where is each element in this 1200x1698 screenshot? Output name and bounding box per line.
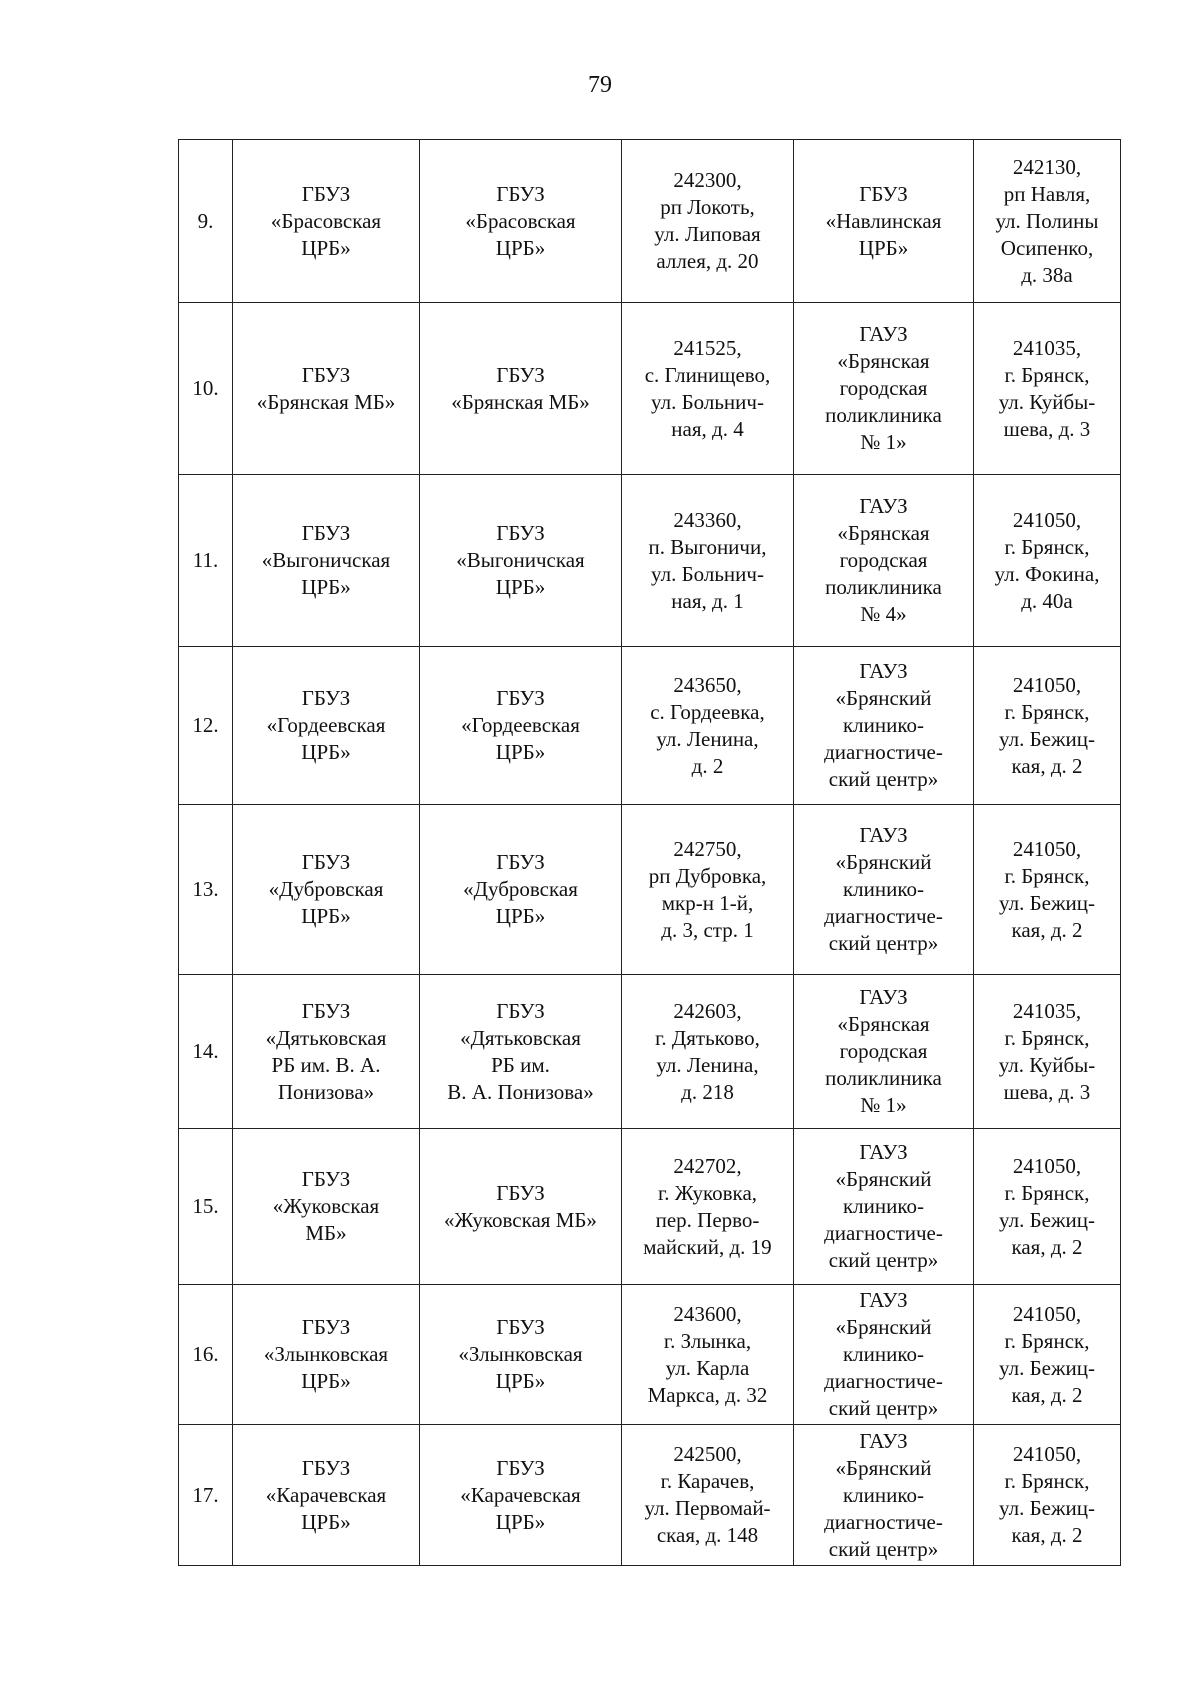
cell-line: № 1» bbox=[860, 430, 907, 454]
cell-line: г. Брянск, bbox=[1004, 863, 1090, 888]
cell-line: ский центр» bbox=[828, 1536, 939, 1561]
cell-line: 242130, bbox=[1012, 154, 1082, 179]
cell-line: ул. Бежиц- bbox=[999, 1355, 1095, 1380]
cell-line: клинико- bbox=[842, 1342, 925, 1366]
row-number-cell: 14. bbox=[179, 975, 233, 1129]
cell-line: рп Локоть, bbox=[660, 195, 755, 219]
cell-line: 241035, bbox=[1012, 335, 1082, 360]
cell-line: «Брянская bbox=[837, 1012, 930, 1036]
cell-line: ул. Фокина, bbox=[994, 561, 1100, 586]
page-number: 79 bbox=[588, 72, 612, 98]
cell-line: ГБУЗ bbox=[301, 1167, 351, 1191]
cell-line: шева, д. 3 bbox=[1003, 1079, 1091, 1104]
address-cell bbox=[622, 475, 794, 647]
cell-line: 243360, bbox=[673, 507, 742, 532]
cell-line: ул. Бежиц- bbox=[999, 1207, 1095, 1232]
cell-line: г. Брянск, bbox=[1004, 1180, 1090, 1205]
cell-line: ул. Ленина, bbox=[656, 1052, 759, 1077]
cell-line: 242300, bbox=[673, 168, 742, 192]
cell-line: аллея, д. 20 bbox=[656, 249, 759, 273]
target-address-cell bbox=[974, 1425, 1121, 1566]
cell-line: ГБУЗ bbox=[496, 1315, 545, 1339]
cell-line: ул. Полины bbox=[995, 208, 1099, 233]
address-cell bbox=[622, 1129, 794, 1285]
cell-line: «Жуковская bbox=[272, 1194, 380, 1218]
cell-line: с. Глинищево, bbox=[644, 362, 771, 387]
cell-line: поликлиника bbox=[825, 1066, 942, 1090]
branch-cell bbox=[420, 475, 622, 647]
branch-cell bbox=[420, 1425, 622, 1566]
cell-line: «Карачевская bbox=[460, 1482, 581, 1507]
cell-line: «Брянская МБ» bbox=[256, 389, 396, 414]
cell-line: ЦРБ» bbox=[301, 904, 351, 928]
cell-line: г. Жуковка, bbox=[657, 1180, 758, 1205]
cell-line: ГБУЗ bbox=[496, 686, 545, 710]
cell-line: ул. Бежиц- bbox=[999, 1496, 1095, 1520]
address-cell bbox=[622, 805, 794, 975]
target-address-cell bbox=[974, 303, 1121, 475]
cell-line: кая, д. 2 bbox=[1011, 753, 1083, 778]
cell-line: ский центр» bbox=[828, 767, 939, 791]
cell-line: ЦРБ» bbox=[495, 575, 546, 599]
cell-line: «Брасовская bbox=[270, 208, 382, 233]
target-address-cell bbox=[974, 647, 1121, 805]
institutions-table bbox=[178, 139, 1121, 1566]
cell-line: РБ им. bbox=[491, 1052, 550, 1077]
cell-line: «Выгоничская bbox=[456, 548, 585, 572]
cell-line: 242702, bbox=[673, 1153, 742, 1178]
cell-line: ная, д. 4 bbox=[671, 416, 744, 441]
cell-line: 242603, bbox=[673, 998, 742, 1023]
row-number-cell: 9. bbox=[179, 140, 233, 303]
row-number-cell: 13. bbox=[179, 805, 233, 975]
cell-line: ГБУЗ bbox=[496, 850, 545, 874]
address-cell bbox=[622, 303, 794, 475]
cell-line: «Злынковская bbox=[263, 1342, 389, 1366]
cell-line: ГАУЗ bbox=[859, 1428, 908, 1453]
cell-line: «Брянский bbox=[835, 1167, 932, 1191]
cell-line: рп Дубровка, bbox=[648, 863, 767, 888]
cell-line: «Злынковская bbox=[458, 1342, 583, 1366]
row-number-cell: 15. bbox=[179, 1129, 233, 1285]
branch-cell bbox=[420, 1129, 622, 1285]
cell-line: кая, д. 2 bbox=[1011, 1382, 1083, 1407]
cell-line: ЦРБ» bbox=[495, 740, 546, 764]
cell-line: ЦРБ» bbox=[301, 235, 351, 260]
cell-line: 242750, bbox=[673, 836, 742, 861]
org-cell bbox=[233, 1285, 420, 1425]
cell-line: клинико- bbox=[842, 713, 925, 737]
cell-line: ГБУЗ bbox=[301, 1315, 351, 1339]
table-row bbox=[179, 805, 1121, 975]
cell-line: шева, д. 3 bbox=[1003, 416, 1091, 441]
cell-line: «Карачевская bbox=[265, 1482, 387, 1507]
branch-cell bbox=[420, 303, 622, 475]
table-body bbox=[179, 140, 1121, 1566]
cell-line: ГБУЗ bbox=[301, 1455, 351, 1480]
target-address-cell bbox=[974, 475, 1121, 647]
cell-line: г. Карачев, bbox=[660, 1469, 755, 1493]
cell-line: «Дубровская bbox=[463, 877, 578, 901]
org-cell bbox=[233, 1425, 420, 1566]
org-cell bbox=[233, 1129, 420, 1285]
cell-line: ул. Липовая bbox=[654, 222, 761, 246]
target-institution-cell bbox=[794, 805, 974, 975]
table-row bbox=[179, 475, 1121, 647]
cell-line: ГБУЗ bbox=[496, 998, 545, 1023]
cell-line: ул. Куйбы- bbox=[998, 1052, 1096, 1077]
cell-line: ЦРБ» bbox=[301, 1369, 351, 1393]
cell-line: ул. Больнич- bbox=[651, 561, 764, 586]
cell-line: д. 3, стр. 1 bbox=[661, 917, 754, 942]
cell-line: 241525, bbox=[673, 335, 742, 360]
cell-line: ГБУЗ bbox=[301, 686, 351, 710]
cell-line: ул. Куйбы- bbox=[998, 389, 1096, 414]
cell-line: 241035, bbox=[1012, 998, 1082, 1023]
cell-line: г. Брянск, bbox=[1004, 534, 1090, 559]
org-cell bbox=[233, 805, 420, 975]
cell-line: ГБУЗ bbox=[301, 362, 351, 387]
cell-line: № 4» bbox=[860, 602, 907, 626]
cell-line: ЦРБ» bbox=[495, 904, 546, 928]
target-address-cell bbox=[974, 140, 1121, 303]
cell-line: пер. Перво- bbox=[655, 1207, 760, 1232]
cell-line: кая, д. 2 bbox=[1011, 1234, 1083, 1259]
table-row bbox=[179, 303, 1121, 475]
target-institution-cell bbox=[794, 303, 974, 475]
cell-line: «Навлинская bbox=[825, 208, 942, 233]
target-institution-cell bbox=[794, 475, 974, 647]
cell-line: диагностиче- bbox=[824, 740, 943, 764]
cell-line: «Брянский bbox=[835, 1315, 932, 1339]
cell-line: ГБУЗ bbox=[496, 1455, 545, 1480]
cell-line: поликлиника bbox=[825, 403, 942, 427]
org-cell bbox=[233, 647, 420, 805]
cell-line: № 1» bbox=[860, 1093, 907, 1117]
cell-line: ГБУЗ bbox=[496, 362, 545, 387]
cell-line: ЦРБ» bbox=[495, 1509, 546, 1534]
cell-line: «Брянская bbox=[837, 349, 930, 373]
cell-line: «Брянский bbox=[835, 850, 932, 874]
cell-line: 241050, bbox=[1012, 672, 1082, 697]
target-address-cell bbox=[974, 1129, 1121, 1285]
cell-line: ЦРБ» bbox=[495, 235, 546, 260]
cell-line: «Жуковская МБ» bbox=[444, 1207, 597, 1232]
cell-line: В. А. Понизова» bbox=[447, 1079, 594, 1104]
org-cell bbox=[233, 140, 420, 303]
cell-line: д. 2 bbox=[691, 753, 724, 778]
target-institution-cell bbox=[794, 975, 974, 1129]
cell-line: ГАУЗ bbox=[859, 985, 908, 1009]
table-row bbox=[179, 975, 1121, 1129]
table-row bbox=[179, 140, 1121, 303]
cell-line: 241050, bbox=[1012, 507, 1082, 532]
cell-line: ГБУЗ bbox=[496, 1180, 545, 1205]
cell-line: «Брянская МБ» bbox=[451, 389, 590, 414]
cell-line: с. Гордеевка, bbox=[650, 699, 765, 724]
cell-line: 241050, bbox=[1012, 836, 1082, 861]
cell-line: ул. Больнич- bbox=[651, 389, 764, 414]
cell-line: ЦРБ» bbox=[495, 1369, 546, 1393]
table-row bbox=[179, 1129, 1121, 1285]
cell-line: ский центр» bbox=[828, 931, 939, 955]
cell-line: ЦРБ» bbox=[301, 740, 351, 764]
cell-line: 242500, bbox=[673, 1442, 742, 1466]
cell-line: мкр-н 1-й, bbox=[661, 890, 754, 915]
cell-line: «Дятьковская bbox=[265, 1025, 387, 1050]
cell-line: д. 218 bbox=[681, 1079, 734, 1104]
cell-line: ГБУЗ bbox=[301, 521, 351, 545]
cell-line: РБ им. В. А. bbox=[271, 1052, 381, 1077]
branch-cell bbox=[420, 975, 622, 1129]
row-number-cell: 12. bbox=[179, 647, 233, 805]
cell-line: «Выгоничская bbox=[261, 548, 391, 572]
cell-line: ГБУЗ bbox=[301, 998, 351, 1023]
cell-line: г. Брянск, bbox=[1004, 1469, 1090, 1493]
target-address-cell bbox=[974, 1285, 1121, 1425]
cell-line: ЦРБ» bbox=[301, 575, 351, 599]
cell-line: ГБУЗ bbox=[859, 181, 908, 206]
row-number-cell: 17. bbox=[179, 1425, 233, 1566]
branch-cell bbox=[420, 140, 622, 303]
cell-line: майский, д. 19 bbox=[643, 1234, 772, 1259]
cell-line: ул. Карла bbox=[665, 1355, 750, 1380]
target-institution-cell bbox=[794, 1425, 974, 1566]
cell-line: ГБУЗ bbox=[301, 181, 351, 206]
cell-line: «Брянский bbox=[835, 1455, 932, 1480]
cell-line: кая, д. 2 bbox=[1011, 1523, 1083, 1547]
cell-line: д. 40а bbox=[1021, 588, 1073, 613]
cell-line: рп Навля, bbox=[1003, 181, 1091, 206]
cell-line: диагностиче- bbox=[824, 904, 943, 928]
cell-line: ская, д. 148 bbox=[656, 1523, 759, 1547]
cell-line: ГАУЗ bbox=[859, 659, 908, 683]
branch-cell bbox=[420, 647, 622, 805]
cell-line: г. Брянск, bbox=[1004, 362, 1090, 387]
org-cell bbox=[233, 975, 420, 1129]
cell-line: Маркса, д. 32 bbox=[647, 1382, 768, 1407]
table-row bbox=[179, 1425, 1121, 1566]
target-institution-cell bbox=[794, 140, 974, 303]
address-cell bbox=[622, 1425, 794, 1566]
cell-line: г. Дятьково, bbox=[655, 1025, 760, 1050]
cell-line: клинико- bbox=[842, 1482, 925, 1507]
target-institution-cell bbox=[794, 1129, 974, 1285]
address-cell bbox=[622, 140, 794, 303]
cell-line: диагностиче- bbox=[824, 1509, 943, 1534]
cell-line: п. Выгоничи, bbox=[648, 534, 767, 559]
cell-line: МБ» bbox=[305, 1221, 347, 1245]
address-cell bbox=[622, 1285, 794, 1425]
row-number-cell: 11. bbox=[179, 475, 233, 647]
cell-line: клинико- bbox=[842, 1194, 925, 1218]
target-address-cell bbox=[974, 805, 1121, 975]
cell-line: ЦРБ» bbox=[858, 235, 909, 260]
cell-line: «Брянский bbox=[835, 686, 932, 710]
cell-line: Осипенко, bbox=[1000, 235, 1094, 260]
cell-line: ГАУЗ bbox=[859, 1288, 908, 1312]
cell-line: ул. Первомай- bbox=[644, 1496, 771, 1520]
cell-line: городская bbox=[839, 376, 928, 400]
cell-line: городская bbox=[839, 1039, 928, 1063]
cell-line: диагностиче- bbox=[824, 1369, 943, 1393]
target-address-cell bbox=[974, 975, 1121, 1129]
org-cell bbox=[233, 303, 420, 475]
cell-line: поликлиника bbox=[825, 575, 942, 599]
cell-line: 241050, bbox=[1012, 1442, 1082, 1466]
cell-line: кая, д. 2 bbox=[1011, 917, 1083, 942]
cell-line: ГБУЗ bbox=[496, 181, 545, 206]
target-institution-cell bbox=[794, 647, 974, 805]
cell-line: «Дятьковская bbox=[460, 1025, 581, 1050]
address-cell bbox=[622, 647, 794, 805]
cell-line: г. Злынка, bbox=[663, 1328, 752, 1353]
cell-line: г. Брянск, bbox=[1004, 699, 1090, 724]
cell-line: ГБУЗ bbox=[496, 521, 545, 545]
target-institution-cell bbox=[794, 1285, 974, 1425]
cell-line: ГАУЗ bbox=[859, 823, 908, 847]
row-number-cell: 16. bbox=[179, 1285, 233, 1425]
cell-line: «Гордеевская bbox=[461, 713, 580, 737]
cell-line: ский центр» bbox=[828, 1248, 939, 1272]
branch-cell bbox=[420, 1285, 622, 1425]
table-row bbox=[179, 1285, 1121, 1425]
cell-line: клинико- bbox=[842, 877, 925, 901]
cell-line: 243650, bbox=[673, 672, 742, 697]
cell-line: ГАУЗ bbox=[859, 494, 908, 518]
cell-line: ский центр» bbox=[828, 1396, 939, 1420]
cell-line: городская bbox=[839, 548, 928, 572]
cell-line: 241050, bbox=[1012, 1301, 1082, 1326]
branch-cell bbox=[420, 805, 622, 975]
cell-line: 243600, bbox=[673, 1301, 742, 1326]
cell-line: ул. Ленина, bbox=[656, 726, 759, 751]
address-cell bbox=[622, 975, 794, 1129]
cell-line: ул. Бежиц- bbox=[999, 726, 1095, 751]
cell-line: ГБУЗ bbox=[301, 850, 351, 874]
cell-line: Понизова» bbox=[277, 1079, 375, 1104]
cell-line: г. Брянск, bbox=[1004, 1328, 1090, 1353]
cell-line: «Гордеевская bbox=[266, 713, 386, 737]
cell-line: д. 38а bbox=[1021, 262, 1073, 287]
cell-line: 241050, bbox=[1012, 1153, 1082, 1178]
cell-line: «Брасовская bbox=[465, 208, 576, 233]
cell-line: г. Брянск, bbox=[1004, 1025, 1090, 1050]
cell-line: ЦРБ» bbox=[301, 1509, 351, 1534]
cell-line: ная, д. 1 bbox=[671, 588, 744, 613]
cell-line: «Брянская bbox=[837, 521, 930, 545]
row-number-cell: 10. bbox=[179, 303, 233, 475]
table-row bbox=[179, 647, 1121, 805]
cell-line: ГАУЗ bbox=[859, 322, 908, 346]
org-cell bbox=[233, 475, 420, 647]
cell-line: ГАУЗ bbox=[859, 1140, 908, 1164]
cell-line: «Дубровская bbox=[268, 877, 384, 901]
cell-line: ул. Бежиц- bbox=[999, 890, 1095, 915]
cell-line: диагностиче- bbox=[824, 1221, 943, 1245]
